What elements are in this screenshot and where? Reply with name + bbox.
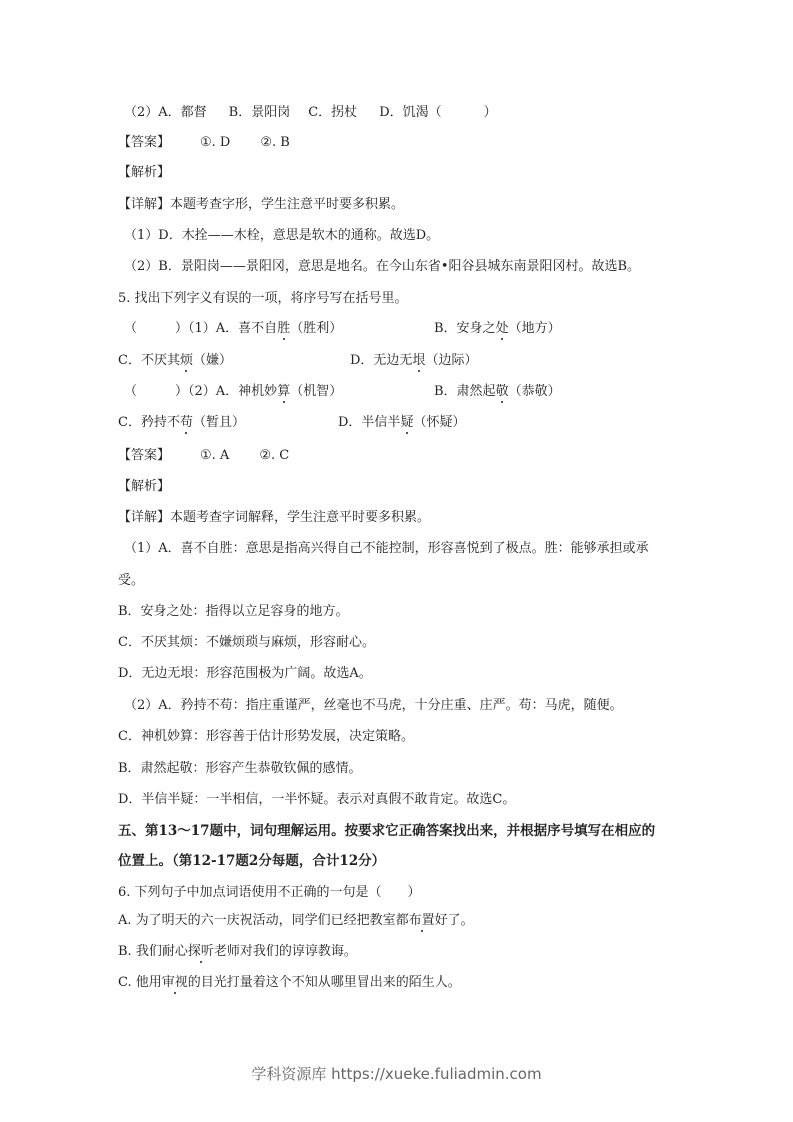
q4-detail: 【详解】本题考查字形，学生注意平时要多积累。 bbox=[118, 197, 405, 212]
q5-explanation-line: D．无边无垠：形容范围极为广阔。故选A。 bbox=[118, 666, 372, 681]
q6-option-a: A. 为了明天的六一庆祝活动，同学们已经把教室都布置好了。 bbox=[118, 913, 474, 928]
q5-explanation-line: C．不厌其烦：不嫌烦琐与麻烦，形容耐心。 bbox=[118, 635, 375, 650]
q6-option-b: B. 我们耐心探听老师对我们的谆谆教诲。 bbox=[118, 944, 357, 959]
q5-stem: 5. 找出下列字义有误的一项，将序号写在括号里。 bbox=[118, 291, 408, 306]
q5-answer: 【答案】 ①. A ②. C bbox=[118, 448, 290, 463]
q5-group2-option-b: B．肃然起敬（恭敬） bbox=[434, 384, 561, 399]
q5-explanation-line: （2）A．矜持不苟：指庄重谨严，丝毫也不马虎，十分庄重、庄严。苟：马虎，随便。 bbox=[124, 698, 623, 713]
q5-explanation-line: B．安身之处：指得以立足容身的地方。 bbox=[118, 604, 349, 619]
footer-watermark: 学科资源库 https://xueke.fuliadmin.com bbox=[251, 1065, 542, 1083]
q5-group2-row1: （ ）（2）A．神机妙算（机智） bbox=[124, 384, 343, 399]
q5-explanation-line: B．肃然起敬：形容产生恭敬钦佩的感情。 bbox=[118, 761, 362, 776]
q4-part2-options: （2）A．都督 B．景阳岗 C．拐杖 D．饥渴（ ） bbox=[124, 105, 497, 120]
q4-analysis-label: 【解析】 bbox=[118, 165, 171, 180]
q5-detail: 【详解】本题考查字词解释，学生注意平时要多积累。 bbox=[118, 510, 431, 525]
q5-group2-option-d: D．半信半疑（怀疑） bbox=[338, 415, 466, 430]
section-heading-cont: 位置上。（第12-17题2分每题，合计12分） bbox=[118, 853, 386, 869]
q4-answer: 【答案】 ①. D ②. B bbox=[118, 135, 290, 150]
q5-group1-option-c: C．不厌其烦（嫌） bbox=[118, 353, 232, 368]
q5-explanation-line: D．半信半疑：一半相信，一半怀疑。表示对真假不敢肯定。故选C。 bbox=[118, 792, 516, 807]
q4-detail-2: （2）B．景阳岗——景阳冈，意思是地名。在今山东省•阳谷县城东南景阳冈村。故选B。 bbox=[124, 259, 641, 274]
q5-explanation-line: （1）A．喜不自胜：意思是指高兴得自己不能控制，形容喜悦到了极点。胜：能够承担或承 bbox=[124, 541, 649, 556]
q5-analysis-label: 【解析】 bbox=[118, 479, 171, 494]
q5-group1-option-d: D．无边无垠（边际） bbox=[350, 353, 478, 368]
q4-detail-1: （1）D．木拴——木栓，意思是软木的通称。故选D。 bbox=[124, 228, 440, 243]
q5-group1-row1: （ ）（1）A．喜不自胜（胜利） bbox=[124, 321, 343, 336]
q5-explanation-line: 受。 bbox=[118, 573, 145, 588]
q6-stem: 6. 下列句子中加点词语使用不正确的一句是（ ） bbox=[118, 885, 421, 900]
q5-group2-option-c: C．矜持不苟（暂且） bbox=[118, 415, 245, 430]
q5-group1-option-b: B．安身之处（地方） bbox=[434, 321, 561, 336]
q5-explanation-line: C．神机妙算：形容善于估计形势发展，决定策略。 bbox=[118, 729, 414, 744]
q6-option-c: C. 他用审视的目光打量着这个不知从哪里冒出来的陌生人。 bbox=[118, 975, 461, 990]
section-heading: 五、第13～17题中，词句理解运用。按要求它正确答案找出来，并根据序号填写在相应的 bbox=[118, 823, 656, 839]
